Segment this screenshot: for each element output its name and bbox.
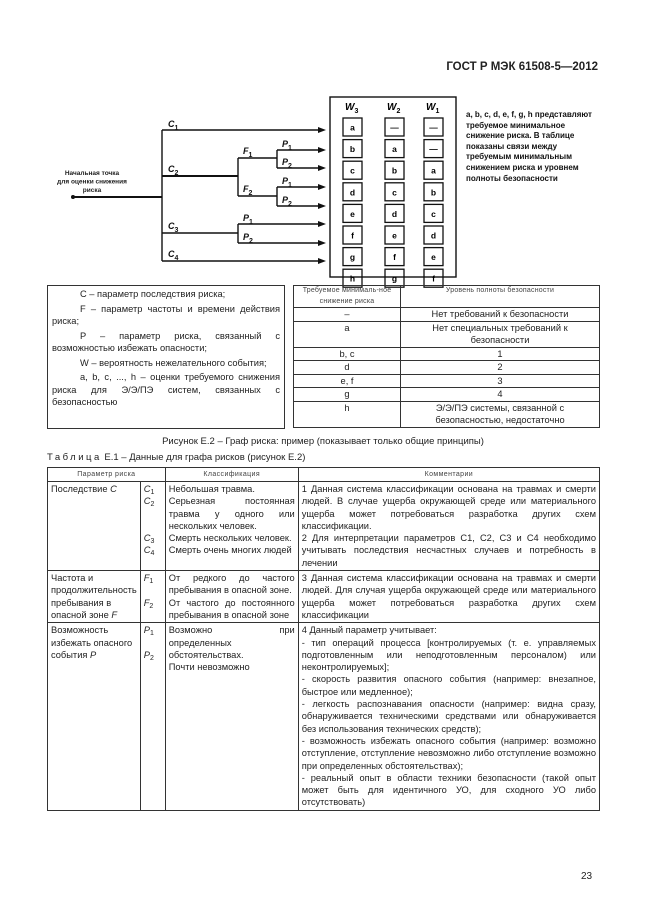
param-cell: Частота и продолжительность пребывания в опасной зоне F xyxy=(48,571,141,623)
param-code: $P_1$ xyxy=(143,625,154,638)
classification-item: От редкого до частого пребывания в опасной зоне. xyxy=(168,573,295,596)
document-header: ГОСТ Р МЭК 61508-5—2012 xyxy=(446,61,598,73)
start-point xyxy=(71,195,75,199)
w-column-header: $W_3$ xyxy=(345,102,359,115)
legend-box xyxy=(47,285,285,429)
code-cell xyxy=(140,571,165,623)
w-cell-value: g xyxy=(349,252,356,263)
table-row xyxy=(294,374,600,388)
column-header: Комментарии xyxy=(298,468,599,482)
w-cell-value: b xyxy=(430,187,437,198)
diagram-note: a, b, c, d, e, f, g, h представляют требуемое минимальное снижение риска. В таблице показаны связи между требуемым минимальным снижением риска и уровнем полноты безопасности xyxy=(466,110,592,183)
classification-item: От частого до постоянного пребывания в опасной зоне xyxy=(168,597,295,620)
w-cell-value: c xyxy=(350,165,355,176)
cell: Нет требований к безопасности xyxy=(401,308,600,322)
avoidance-label: $P_1$ xyxy=(243,213,253,226)
comment-item: - легкость распознавания опасности (например: видна сразу, обнаруживается техническими средствами или обнаруживается без использования технических средств); xyxy=(301,699,596,734)
w-cell-value: e xyxy=(350,208,355,219)
table-title xyxy=(47,452,305,464)
consequence-label: $C_3$ xyxy=(168,221,179,234)
avoidance-label: $P_1$ xyxy=(282,139,292,152)
w-cell-value: a xyxy=(350,122,355,133)
avoidance-label: $P_2$ xyxy=(282,157,292,170)
code-cell xyxy=(140,623,165,810)
w-cell-value: — xyxy=(429,122,438,133)
comment-cell xyxy=(298,482,599,571)
cell: Нет специальных требований к безопасности xyxy=(401,321,600,347)
table-row xyxy=(294,361,600,375)
comment-item: - тип операций процесса [контролируемых (т. е. управляемых подготовленным или неподготовленным персоналом) или неконтролируемых]; xyxy=(301,637,596,673)
w-cell-value: d xyxy=(391,208,398,219)
w-cell-value: f xyxy=(432,273,435,284)
consequence-label: $C_1$ xyxy=(168,119,179,132)
w-cell-value: — xyxy=(429,144,438,155)
table-row xyxy=(294,321,600,347)
w-cell-value: b xyxy=(349,144,356,155)
w-cell-value: h xyxy=(349,273,356,284)
w-column-header: $W_1$ xyxy=(426,102,440,115)
cell: a xyxy=(294,321,401,347)
comment-cell xyxy=(298,623,599,810)
comment-item: 4 Данный параметр учитывает: xyxy=(301,625,437,636)
cell: h xyxy=(294,401,401,427)
legend-item: a, b, c, ..., h – оценки требуемого снижения риска для Э/Э/ПЭ систем, связанных с безопасностью xyxy=(52,372,280,407)
table-row xyxy=(48,623,600,810)
w-cell-value: f xyxy=(393,252,396,263)
param-code: $F_1$ xyxy=(143,573,154,586)
code-cell xyxy=(140,482,165,571)
param-cell: Возможность избежать опасного события P xyxy=(48,623,141,810)
classification-item: Возможно при определенных обстоятельствах. xyxy=(168,625,295,660)
start-label: Начальная точка xyxy=(64,170,120,177)
page-number: 23 xyxy=(581,871,593,882)
risk-data-table xyxy=(47,467,600,811)
w-cell-value: — xyxy=(390,122,399,133)
classification-item: Небольшая травма. xyxy=(168,484,255,494)
sil-table xyxy=(293,285,600,428)
param-code: $C_3$ xyxy=(143,533,155,546)
w-cell-value: d xyxy=(349,187,356,198)
legend-item: C – параметр последствия риска; xyxy=(80,289,226,299)
avoidance-label: $P_1$ xyxy=(282,176,292,189)
classification-item: Серьезная постоянная травма у одного или нескольких человек. xyxy=(168,496,295,531)
table-row xyxy=(48,571,600,623)
start-label: для оценки снижения xyxy=(57,178,127,186)
figure-caption: Рисунок Е.2 – Граф риска: пример (показывает только общие принципы) xyxy=(162,436,484,447)
comment-item: - скорость развития опасного события (например: внезапное, быстрое или медленное); xyxy=(301,674,596,697)
start-label: риска xyxy=(82,187,102,194)
classification-cell xyxy=(165,571,298,623)
cell: 4 xyxy=(401,388,600,402)
cell: Э/Э/ПЭ системы, связанной с безопасностью, недостаточно xyxy=(401,401,600,427)
w-cell-value: d xyxy=(430,230,437,241)
classification-item: Смерть нескольких человек. xyxy=(168,533,292,544)
w-cell-value: c xyxy=(392,187,397,198)
table-title-prefix: Таблица xyxy=(47,452,102,463)
comment-item: 2 Для интерпретации параметров C1, C2, C3 и C4 необходимо учитывать последствия несчастных случаев и потребность в лечении xyxy=(301,533,596,568)
classification-item: Почти невозможно xyxy=(168,662,250,673)
w-cell-value: g xyxy=(391,273,398,284)
classification-item: Смерть очень многих людей xyxy=(168,545,292,556)
table-row xyxy=(294,388,600,402)
w-column-header: $W_2$ xyxy=(387,102,401,115)
comment-cell xyxy=(298,571,599,623)
w-cell-value: c xyxy=(431,208,436,219)
frequency-label: $F_1$ xyxy=(243,146,253,159)
comment-item: - реальный опыт в области техники безопасности (такой опыт может быть для идентичного УО, для сходного УО либо отсутствовать) xyxy=(301,772,596,808)
table-title-text: Е.1 – Данные для графа рисков (рисунок Е.2) xyxy=(101,452,306,463)
w-cell-value: f xyxy=(351,230,354,241)
param-cell: Последствие C xyxy=(48,482,141,571)
param-code: $C_1$ xyxy=(143,484,155,496)
w-cell-value: e xyxy=(392,230,397,241)
comment-item: 3 Данная система классификации основана на травмах и смерти людей. Для случая ущерба окружающей среде или материального ущерба может потребоваться разработка других схем классификации xyxy=(301,573,596,620)
comment-item: 1 Данная система классификации основана на травмах и смерти людей. В случае ущерба окружающей среде или материального ущерба может потребоваться разработка других схем классификации. xyxy=(301,484,596,531)
consequence-label: $C_2$ xyxy=(168,164,179,177)
w-cell-value: a xyxy=(431,165,436,176)
classification-cell xyxy=(165,623,298,810)
param-code: $P_2$ xyxy=(143,649,154,662)
avoidance-label: $P_2$ xyxy=(243,232,253,245)
param-code: $C_2$ xyxy=(143,496,155,509)
table-row xyxy=(294,401,600,427)
cell: 3 xyxy=(401,374,600,388)
cell: 2 xyxy=(401,361,600,375)
cell: 1 xyxy=(401,347,600,361)
column-header: Параметр риска xyxy=(48,468,166,482)
table-row xyxy=(48,482,600,571)
w-cell-value: b xyxy=(391,165,398,176)
column-header: Классификация xyxy=(165,468,298,482)
table-row xyxy=(294,308,600,322)
frequency-label: $F_2$ xyxy=(243,184,253,197)
column-header: Уровень полноты безопасности xyxy=(401,286,600,308)
table-row xyxy=(294,347,600,361)
w-cell-value: a xyxy=(392,144,397,155)
cell: – xyxy=(294,308,401,322)
w-cell-value: e xyxy=(431,252,436,263)
comment-item: - возможность избежать опасного события (например: возможно отступление, отступление невозможно либо отступление возможно при определенных обстоятельствах); xyxy=(301,735,596,771)
cell: g xyxy=(294,388,401,402)
legend-item: W – вероятность нежелательного события; xyxy=(80,357,267,368)
column-header: Требуемое минималь-ное снижение риска xyxy=(294,286,401,308)
avoidance-label: $P_2$ xyxy=(282,195,292,208)
classification-cell xyxy=(165,482,298,571)
consequence-label: $C_4$ xyxy=(168,249,179,262)
param-code: $F_2$ xyxy=(143,597,154,610)
cell: e, f xyxy=(294,374,401,388)
legend-item: P – параметр риска, связанный с возможностью избежать опасности; xyxy=(52,330,280,353)
cell: b, c xyxy=(294,347,401,361)
cell: d xyxy=(294,361,401,375)
param-code: $C_4$ xyxy=(143,545,155,558)
legend-item: F – параметр частоты и времени действия риска; xyxy=(52,303,280,326)
